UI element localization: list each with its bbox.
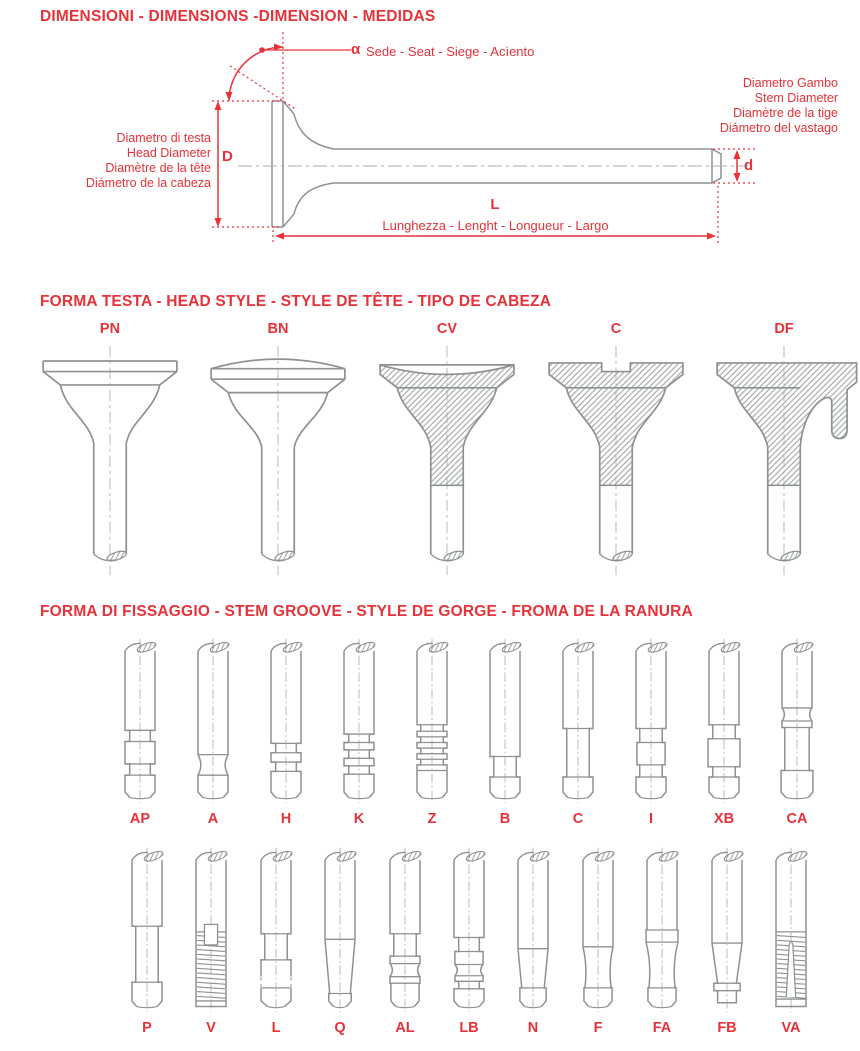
stem-groove-item	[110, 637, 170, 827]
stem-groove-item	[697, 846, 757, 1036]
stem-diameter-label-line: Stem Diameter	[754, 91, 838, 105]
stem-groove-label: XB	[713, 811, 735, 827]
head-diameter-symbol: D	[222, 148, 233, 165]
length-label: Lunghezza - Lenght - Longueur - Largo	[382, 218, 609, 233]
head-style-item	[24, 321, 196, 579]
head-diameter-label-line: Head Diameter	[126, 146, 211, 160]
stem-groove-item	[475, 637, 535, 827]
stem-groove-label: Q	[334, 1020, 346, 1036]
length-symbol: L	[490, 196, 500, 213]
stem-groove-label: K	[353, 811, 365, 827]
stem-tip-drawing	[375, 846, 435, 1014]
stem-diameter-symbol: d	[744, 157, 754, 174]
stem-groove-label: N	[527, 1020, 539, 1036]
head-style-label: PN	[99, 321, 121, 337]
head-style-label: CV	[436, 321, 458, 337]
stem-groove-item	[548, 637, 608, 827]
stem-groove-item	[329, 637, 389, 827]
stem-tip-drawing	[621, 637, 681, 805]
stem-groove-item	[694, 637, 754, 827]
stem-tip-drawing	[183, 637, 243, 805]
stem-groove-label: V	[206, 1020, 216, 1036]
stem-groove-label: C	[572, 811, 584, 827]
stem-groove-label: LB	[459, 1020, 479, 1036]
stem-groove-item	[256, 637, 316, 827]
stem-tip-drawing	[694, 637, 754, 805]
head-style-item	[530, 321, 702, 579]
valve-head-drawing	[361, 340, 533, 579]
head-style-section-title: FORMA TESTA - HEAD STYLE - STYLE DE TÊTE - TIPO DE CABEZA	[40, 293, 552, 310]
stem-groove-item	[117, 846, 177, 1036]
valve-head-drawing	[24, 340, 196, 579]
valve-head-drawing	[530, 340, 702, 579]
stem-diameter-label	[538, 76, 838, 136]
head-style-label: C	[610, 321, 622, 337]
alpha-symbol: α	[351, 41, 361, 58]
stem-groove-section-title: FORMA DI FISSAGGIO - STEM GROOVE - STYLE DE GORGE - FROMA DE LA RANURA	[40, 603, 693, 620]
stem-groove-label: B	[499, 811, 511, 827]
stem-groove-label: FB	[717, 1020, 737, 1036]
head-style-item	[361, 321, 533, 579]
stem-groove-label: CA	[786, 811, 808, 827]
stem-tip-drawing	[475, 637, 535, 805]
stem-groove-label: L	[271, 1020, 281, 1036]
stem-groove-item	[181, 846, 241, 1036]
head-diameter-label-line: Diámetro de la cabeza	[85, 176, 211, 190]
stem-groove-item	[402, 637, 462, 827]
stem-diameter-label-line: Diamètre de la tige	[733, 106, 838, 120]
stem-groove-item	[621, 637, 681, 827]
stem-tip-drawing	[246, 846, 306, 1014]
stem-tip-drawing	[256, 637, 316, 805]
head-style-label: DF	[774, 321, 794, 337]
dimensions-section-title: DIMENSIONI - DIMENSIONS -DIMENSION - MEDIDAS	[40, 8, 436, 25]
stem-tip-drawing	[117, 846, 177, 1014]
stem-tip-drawing	[439, 846, 499, 1014]
stem-groove-label: Z	[427, 811, 437, 827]
stem-groove-item	[503, 846, 563, 1036]
stem-tip-drawing	[310, 846, 370, 1014]
seat-angle-annotation	[226, 32, 352, 110]
stem-groove-item	[246, 846, 306, 1036]
seat-label: Sede - Seat - Siege - Acìento	[366, 44, 535, 59]
stem-groove-item	[310, 846, 370, 1036]
stem-groove-label: F	[593, 1020, 603, 1036]
stem-tip-drawing	[632, 846, 692, 1014]
stem-groove-label: AP	[129, 811, 151, 827]
valve-head-drawing	[192, 340, 364, 579]
stem-groove-label: VA	[781, 1020, 801, 1036]
stem-tip-drawing	[402, 637, 462, 805]
stem-groove-label: H	[280, 811, 292, 827]
stem-tip-drawing	[761, 846, 821, 1014]
stem-groove-item	[183, 637, 243, 827]
head-diameter-label	[0, 131, 211, 191]
stem-tip-drawing	[181, 846, 241, 1014]
head-diameter-label-line: Diamètre de la tête	[105, 161, 211, 175]
stem-groove-label: AL	[395, 1020, 415, 1036]
stem-groove-item	[767, 637, 827, 827]
head-diameter-label-line: Diametro di testa	[116, 131, 211, 145]
head-style-item	[192, 321, 364, 579]
stem-groove-item	[568, 846, 628, 1036]
stem-groove-item	[632, 846, 692, 1036]
stem-tip-drawing	[503, 846, 563, 1014]
stem-tip-drawing	[568, 846, 628, 1014]
head-style-label: BN	[267, 321, 289, 337]
stem-groove-label: FA	[652, 1020, 672, 1036]
stem-groove-label: I	[648, 811, 654, 827]
stem-diameter-label-line: Diametro Gambo	[742, 76, 838, 90]
stem-tip-drawing	[697, 846, 757, 1014]
stem-tip-drawing	[767, 637, 827, 805]
stem-diameter-label-line: Diámetro del vastago	[719, 121, 838, 135]
stem-groove-label: P	[142, 1020, 152, 1036]
stem-groove-item	[761, 846, 821, 1036]
valve-head-drawing	[698, 340, 860, 579]
stem-groove-item	[375, 846, 435, 1036]
stem-groove-item	[439, 846, 499, 1036]
stem-tip-drawing	[110, 637, 170, 805]
stem-groove-label: A	[207, 811, 219, 827]
stem-tip-drawing	[329, 637, 389, 805]
stem-tip-drawing	[548, 637, 608, 805]
head-style-item	[698, 321, 860, 579]
